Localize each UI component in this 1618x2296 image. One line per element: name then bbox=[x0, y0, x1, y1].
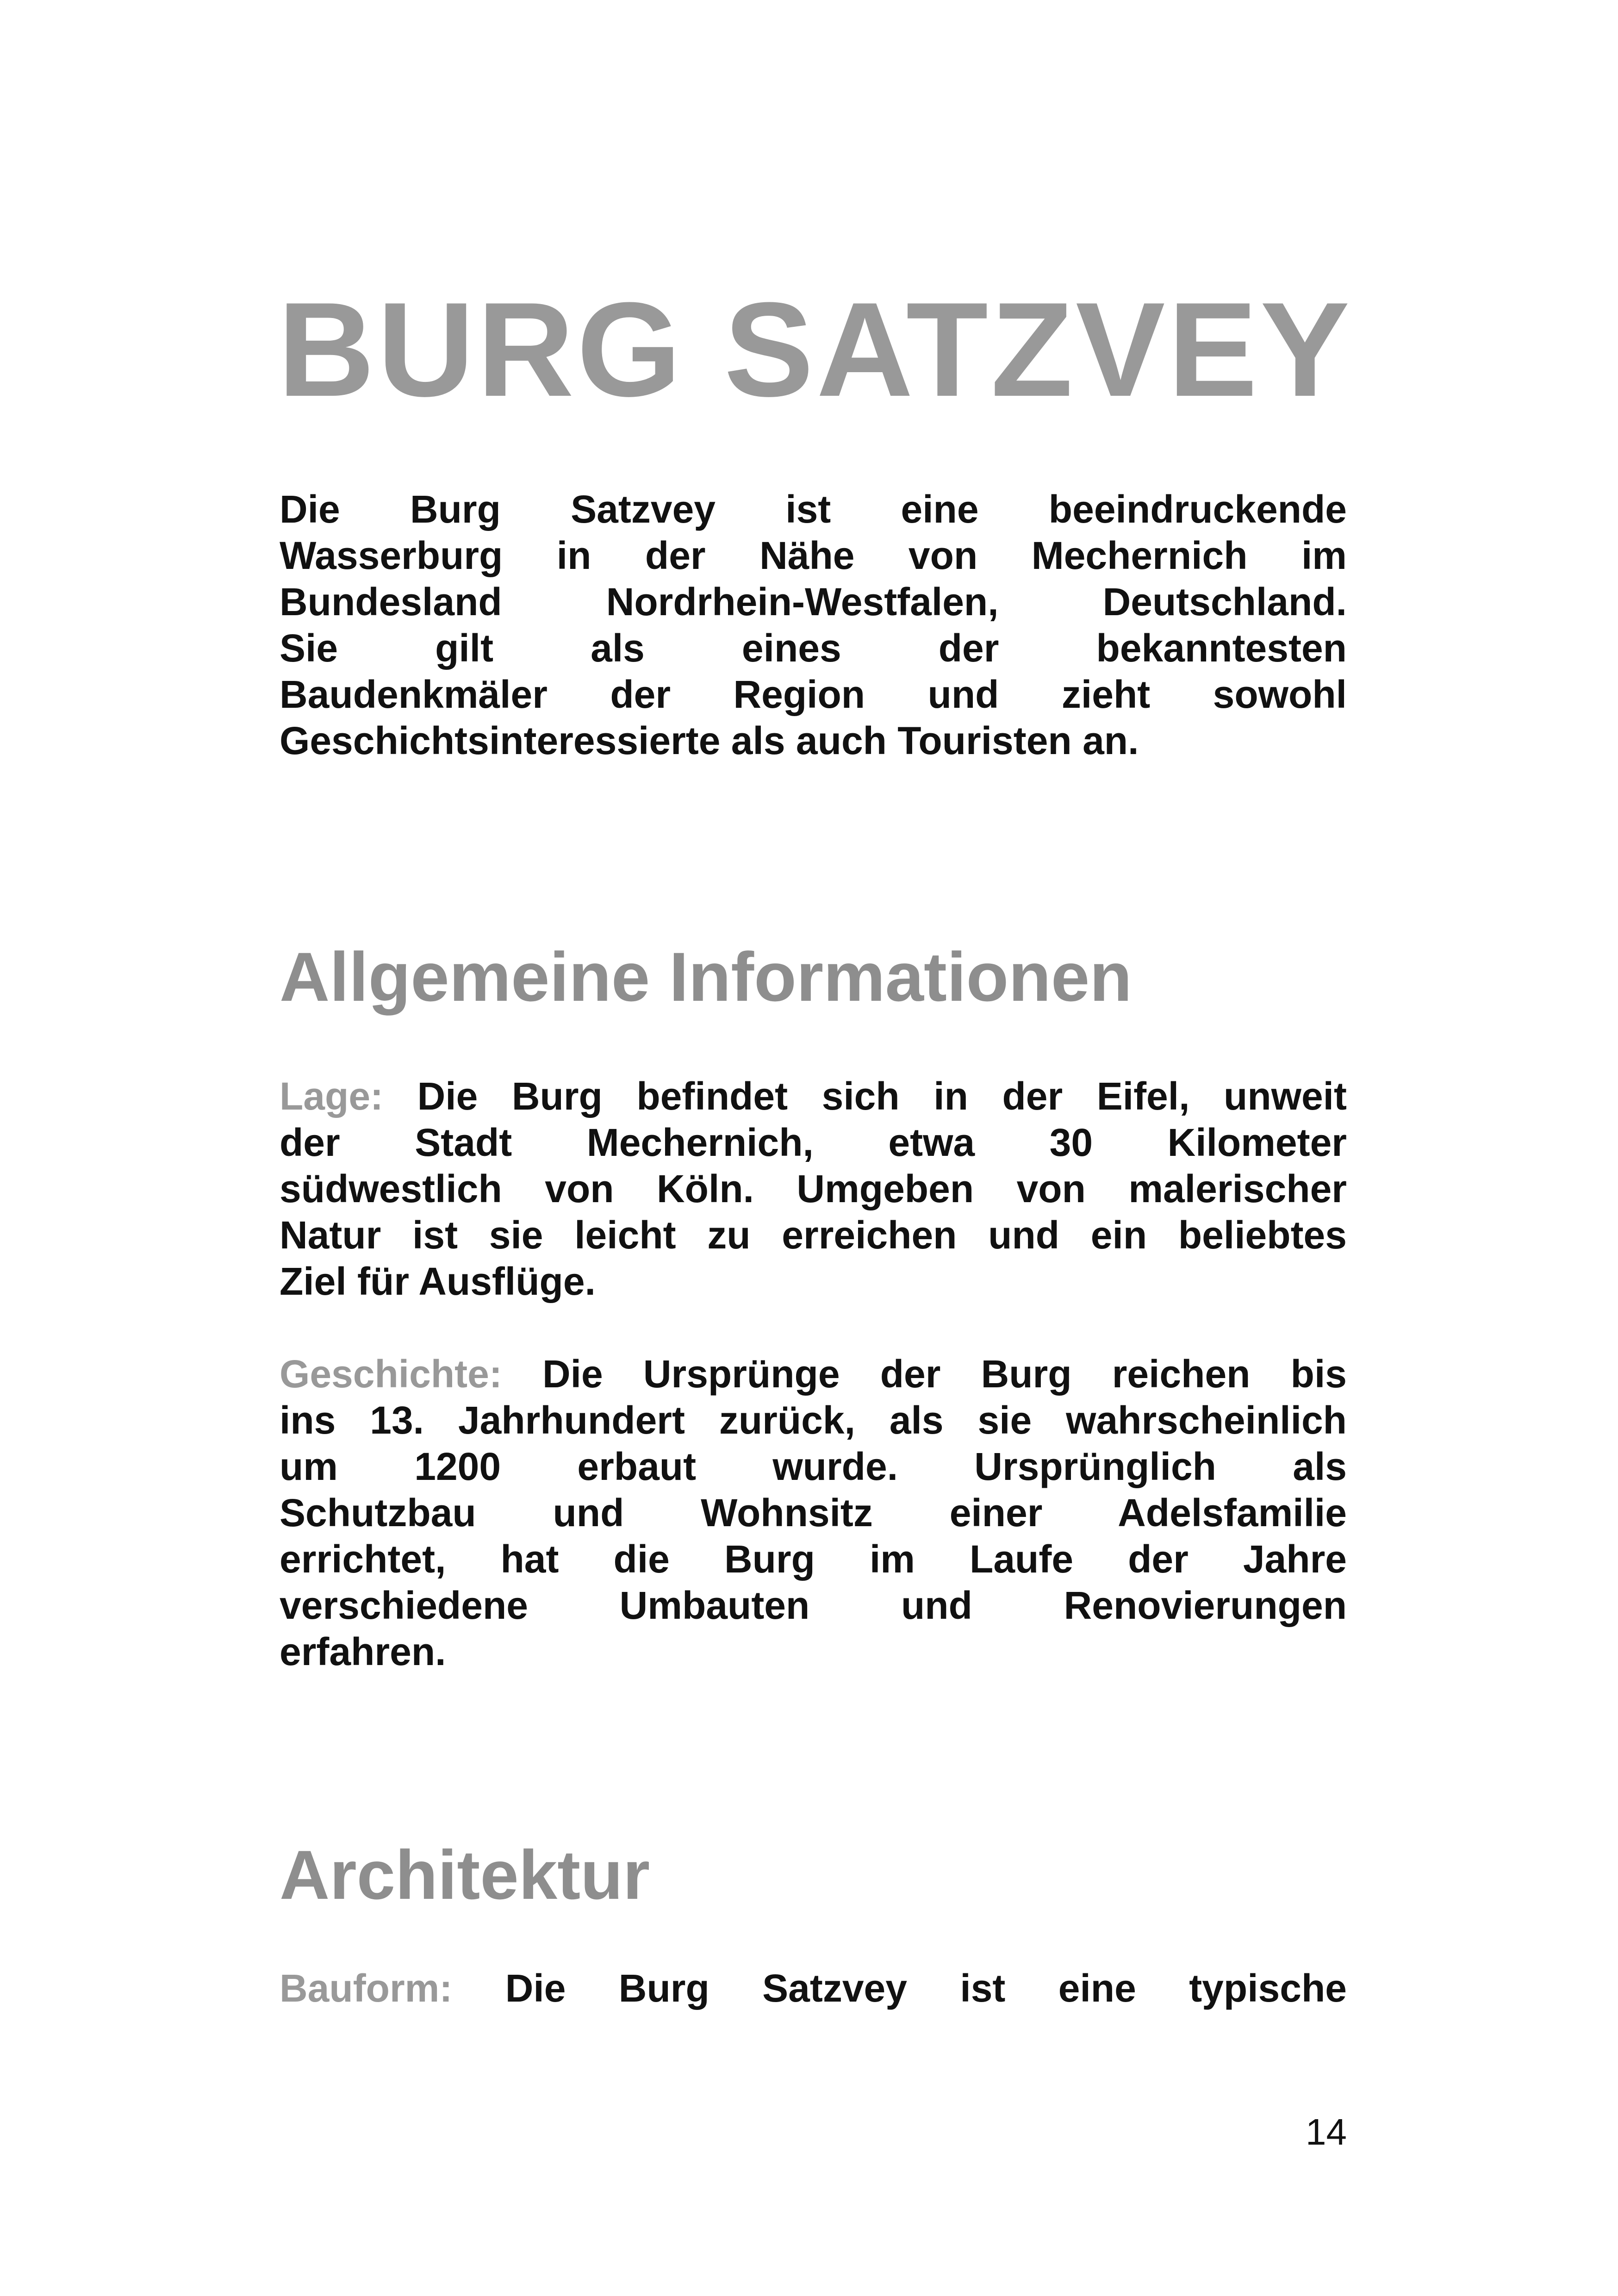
bauform-paragraph bbox=[280, 1965, 1347, 2011]
lage-label: Lage: bbox=[280, 1074, 384, 1118]
text-line: verschiedene Umbauten und Renovierungen bbox=[280, 1584, 1347, 1627]
text-line: Sie gilt als eines der bekanntesten bbox=[280, 626, 1347, 670]
text-line: Geschichtsinteressierte als auch Touristen an. bbox=[280, 719, 1139, 762]
text-line-body: Die Burg befindet sich in der Eifel, unweit bbox=[417, 1074, 1347, 1118]
geschichte-label: Geschichte: bbox=[280, 1352, 502, 1396]
page-number: 14 bbox=[1306, 2111, 1347, 2152]
text-line: Baudenkmäler der Region und zieht sowohl bbox=[280, 673, 1347, 716]
section-heading-architektur: Architektur bbox=[280, 1836, 650, 1914]
text-line bbox=[280, 1351, 1347, 1397]
text-line-body: Die Ursprünge der Burg reichen bis bbox=[542, 1352, 1347, 1396]
text-line: ins 13. Jahrhundert zurück, als sie wahrscheinlich bbox=[280, 1398, 1347, 1442]
text-line: Ziel für Ausflüge. bbox=[280, 1260, 596, 1303]
intro-paragraph bbox=[280, 486, 1347, 764]
text-line: um 1200 erbaut wurde. Ursprünglich als bbox=[280, 1445, 1347, 1488]
text-line: errichtet, hat die Burg im Laufe der Jahre bbox=[280, 1537, 1347, 1581]
bauform-label: Bauform: bbox=[280, 1966, 453, 2010]
section-heading-allgemeine: Allgemeine Informationen bbox=[280, 938, 1132, 1016]
text-line: Schutzbau und Wohnsitz einer Adelsfamilie bbox=[280, 1491, 1347, 1535]
text-line bbox=[280, 1073, 1347, 1119]
lage-paragraph bbox=[280, 1073, 1347, 1304]
text-line bbox=[280, 1965, 1347, 2011]
text-line: erfahren. bbox=[280, 1630, 446, 1673]
text-line: Bundesland Nordrhein-Westfalen, Deutschland. bbox=[280, 580, 1347, 624]
text-line-body: Die Burg Satzvey ist eine typische bbox=[505, 1966, 1347, 2010]
text-line: Wasserburg in der Nähe von Mechernich im bbox=[280, 534, 1347, 577]
geschichte-paragraph bbox=[280, 1351, 1347, 1675]
text-line: Natur ist sie leicht zu erreichen und ein beliebtes bbox=[280, 1213, 1347, 1257]
page-title: BURG SATZVEY bbox=[278, 275, 1353, 424]
text-line: südwestlich von Köln. Umgeben von malerischer bbox=[280, 1167, 1347, 1210]
text-line: Die Burg Satzvey ist eine beeindruckende bbox=[280, 487, 1347, 531]
text-line: der Stadt Mechernich, etwa 30 Kilometer bbox=[280, 1121, 1347, 1164]
